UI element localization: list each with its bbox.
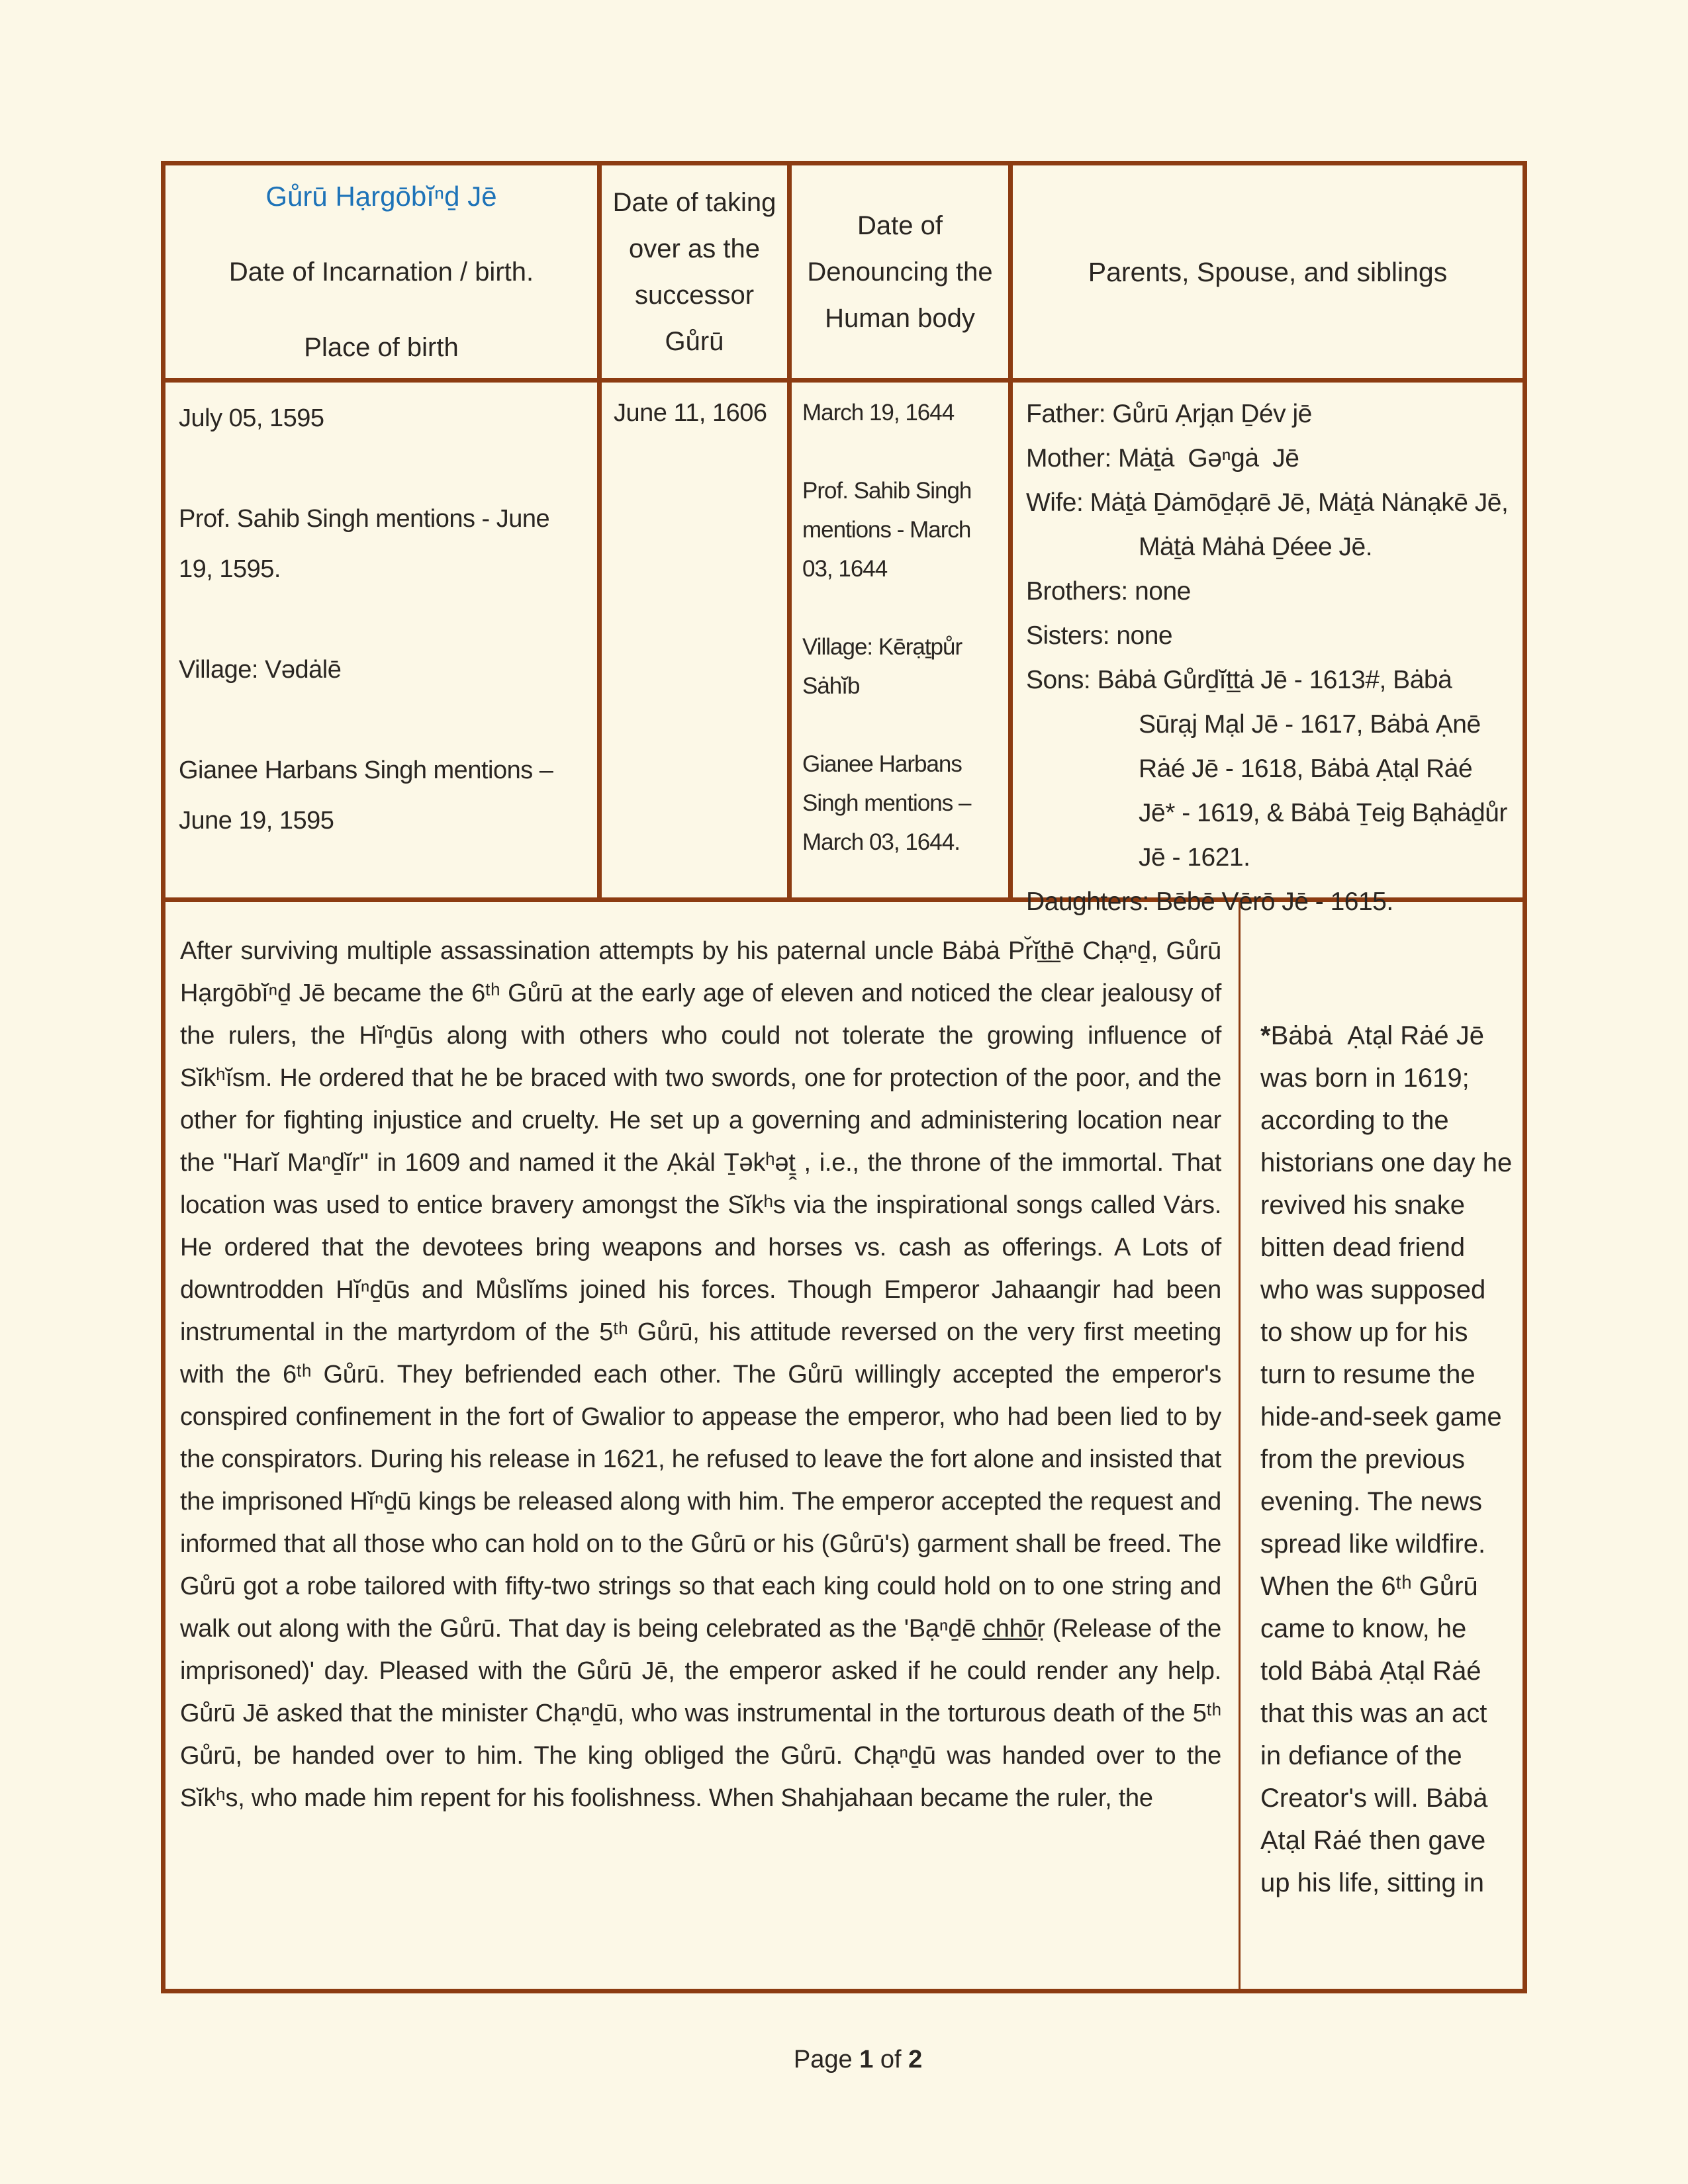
succession-date-cell xyxy=(602,383,792,897)
family-brothers: Brothers: none xyxy=(1026,577,1191,606)
family-wife: Wife: Mȧṯȧ Ḏȧmōḏạrē Jē, Mȧṯȧ Nȧnạkē Jē, Mȧṯȧ Mȧhȧ Ḏéee Jē. xyxy=(1026,488,1515,561)
death-date-harbans-singh: Gianee Harbans Singh mentions – March 03, 1644. xyxy=(802,751,971,855)
page-footer xyxy=(0,2017,1688,2103)
footer-prefix: Page xyxy=(793,2046,860,2073)
birth-date: July 05, 1595 xyxy=(179,404,324,432)
table-biography-row xyxy=(165,902,1523,1989)
family-daughters: Daughters: Bēbē Vērō Jē - 1615. xyxy=(1026,887,1393,916)
header-denouncing-label: Date of Denouncing the Human body xyxy=(807,210,993,333)
family-mother: Mother: Mȧṯȧ Gəⁿgȧ Jē xyxy=(1026,444,1299,473)
biography-cell xyxy=(165,902,1241,1989)
header-cell-family xyxy=(1013,165,1523,378)
death-village: Village: Kērạṯpůr Sȧhĭb xyxy=(802,634,962,699)
table-header-row xyxy=(165,165,1523,383)
family-sons: Sons: Bȧbȧ Gůrḏĭṯṯȧ Jē - 1613#, Bȧbȧ Sūrạj Mạl Jē - 1617, Bȧbȧ Ạnē Rȧé Jē - 1618, Bȧbȧ Ạtạl Rȧé Jē* - 1619, & Bȧbȧ Ṯeig Bạhȧḏůr Jē - 1621. xyxy=(1026,666,1515,872)
footer-total-pages: 2 xyxy=(908,2046,923,2073)
family-details-cell xyxy=(1013,383,1523,916)
death-details-cell xyxy=(792,383,1013,897)
footnote-text: Bȧbȧ Ạtạl Rȧé Jē was born in 1619; according to the historians one day he revived his snake bitten dead friend who was supposed to show up for his turn to resume the hide-and-seek game from the previous evening. The news spread like wildfire. When the 6ᵗʰ Gůrū came to know, he told Bȧbȧ Ạtạl Rȧé that this was an act in defiance of the Creator's will. Bȧbȧ Ạtạl Rȧé then gave up his life, sitting in xyxy=(1260,1021,1520,1897)
succession-date: June 11, 1606 xyxy=(614,399,767,427)
birth-date-sahib-singh: Prof. Sahib Singh mentions - June 19, 1595. xyxy=(179,505,550,583)
header-cell-succession xyxy=(602,165,792,378)
table-data-row xyxy=(165,383,1523,916)
header-incarnation-label: Date of Incarnation / birth. xyxy=(228,257,534,287)
footer-separator: of xyxy=(873,2046,909,2073)
birth-village: Village: Vədȧlē xyxy=(179,656,342,684)
family-sisters: Sisters: none xyxy=(1026,621,1173,650)
birth-details-cell xyxy=(165,383,602,897)
guru-info-table xyxy=(161,161,1527,1993)
footnote-cell xyxy=(1241,902,1523,1989)
guru-name-title: Gůrū Hạrgōbĭⁿḏ Jē xyxy=(265,180,497,212)
footnote-paragraph xyxy=(1260,1015,1520,1904)
header-family-label: Parents, Spouse, and siblings xyxy=(1088,256,1448,287)
biography-paragraph: After surviving multiple assassination attempts by his paternal uncle Bȧbȧ Pr̆ĭt̲h̲ē Chạⁿḏ, Gůrū Hạrgōbĭⁿḏ Jē became the 6ᵗʰ Gůrū at the early age of eleven and noticed the clear jealousy of the rulers, the Hĭⁿḏūs along with others who could not tolerate the growing influence of Sĭkʰĭsm. He ordered that he be braced with two swords, one for protection of the poor, and the other for fighting injustice and cruelty. He set up a governing and administering location near the "Harĭ Maⁿḏĭr" in 1609 and named it the Ạkȧl Ṯəkʰəṯ̭ , i.e., the throne of the immortal. That location was used to entice bravery amongst the Sĭkʰs via the inspirational songs called Vȧrs. He ordered that the devotees bring weapons and horses vs. cash as offerings. A Lots of downtrodden Hĭⁿḏūs and Můslĭms joined his forces. Though Emperor Jahaangir had been instrumental in the martyrdom of the 5ᵗʰ Gůrū, his attitude reversed on the very first meeting with the 6ᵗʰ Gůrū. They befriended each other. The Gůrū willingly accepted the emperor's conspired confinement in the fort of Gwalior to appease the emperor, who had been lied to by the conspirators. During his release in 1621, he refused to leave the fort alone and insisted that the imprisoned Hĭⁿḏū kings be released along with him. The emperor accepted the request and informed that all those who can hold on to the Gůrū or his (Gůrū's) garment shall be freed. The Gůrū got a robe tailored with fifty-two strings so that each king could hold on to one string and walk out along with the Gůrū. That day is being celebrated as the 'Bạⁿḏē c̲h̲h̲ō̲ṛ (Release of the imprisoned)' day. Pleased with the Gůrū Jē, the emperor asked if he could render any help. Gůrū Jē asked that the minister Chạⁿḏū, who was instrumental in the torturous death of the 5ᵗʰ Gůrū, be handed over to him. The king obliged the Gůrū. Chạⁿḏū was handed over to the Sĭkʰs, who made him repent for his foolishness. When Shahjahaan became the ruler, the xyxy=(180,937,1221,1812)
footnote-asterisk: * xyxy=(1260,1021,1271,1050)
family-father: Father: Gůrū Ạrjạn Ḏév jē xyxy=(1026,400,1312,428)
death-date: March 19, 1644 xyxy=(802,400,955,426)
header-place-of-birth-label: Place of birth xyxy=(304,332,459,362)
header-cell-denouncing xyxy=(792,165,1013,378)
footer-current-page: 1 xyxy=(859,2046,874,2073)
death-date-sahib-singh: Prof. Sahib Singh mentions - March 03, 1644 xyxy=(802,478,972,582)
birth-date-harbans-singh: Gianee Harbans Singh mentions – June 19, 1595 xyxy=(179,756,553,835)
header-cell-name-birth xyxy=(165,165,602,378)
header-succession-label: Date of taking over as the successor Gůrū xyxy=(612,187,776,356)
